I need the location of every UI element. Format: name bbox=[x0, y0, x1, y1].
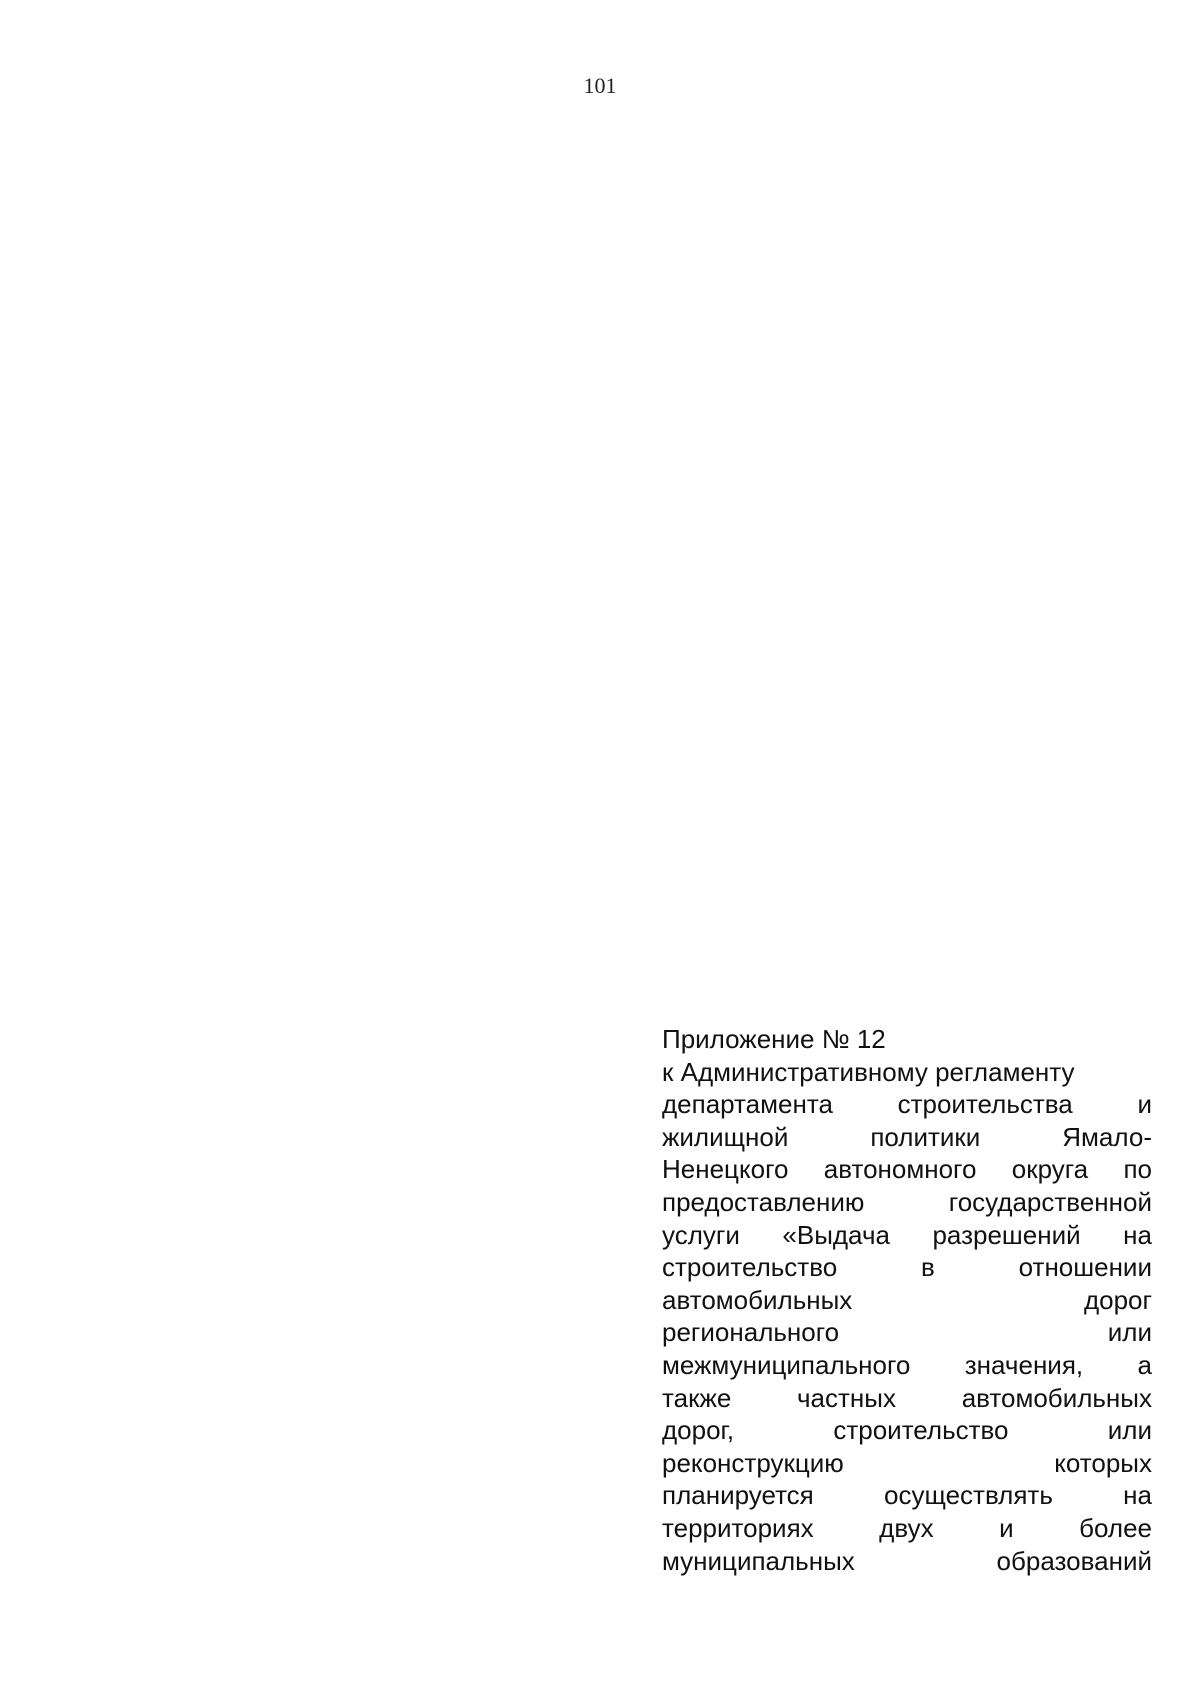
appendix-line bbox=[662, 1349, 1152, 1382]
appendix-word: межмуниципального bbox=[662, 1349, 911, 1380]
appendix-word: «Выдача bbox=[782, 1219, 890, 1250]
appendix-word: на bbox=[1123, 1480, 1152, 1511]
appendix-word: жилищной bbox=[662, 1121, 789, 1152]
appendix-word: департамента bbox=[662, 1089, 833, 1120]
appendix-word: автомобильных bbox=[662, 1284, 853, 1315]
appendix-word: дорог bbox=[1083, 1284, 1152, 1315]
appendix-word: услуги bbox=[662, 1219, 740, 1250]
appendix-word: или bbox=[1107, 1317, 1152, 1348]
appendix-word: автомобильных bbox=[961, 1382, 1152, 1413]
appendix-word: более bbox=[1079, 1512, 1152, 1543]
appendix-word: или bbox=[1107, 1415, 1152, 1446]
appendix-line bbox=[662, 1545, 1152, 1578]
appendix-line bbox=[662, 1284, 1152, 1317]
appendix-line bbox=[662, 1479, 1152, 1512]
appendix-line bbox=[662, 1121, 1152, 1154]
appendix-word: территориях bbox=[662, 1512, 814, 1543]
appendix-word: по bbox=[1123, 1154, 1152, 1185]
appendix-line bbox=[662, 1153, 1152, 1186]
appendix-word: двух bbox=[879, 1512, 934, 1543]
appendix-word: Приложение № 12 bbox=[662, 1024, 886, 1054]
appendix-word: округа bbox=[1011, 1154, 1089, 1185]
appendix-line bbox=[662, 1056, 1152, 1089]
appendix-word: осуществлять bbox=[884, 1480, 1053, 1511]
appendix-line bbox=[662, 1382, 1152, 1415]
appendix-word: разрешений bbox=[932, 1219, 1081, 1250]
appendix-line bbox=[662, 1414, 1152, 1447]
appendix-line bbox=[662, 1251, 1152, 1284]
appendix-word: государственной bbox=[948, 1186, 1152, 1217]
appendix-line bbox=[662, 1088, 1152, 1121]
appendix-line bbox=[662, 1316, 1152, 1349]
appendix-word: предоставлению bbox=[662, 1186, 865, 1217]
page-number: 101 bbox=[583, 73, 617, 98]
appendix-line bbox=[662, 1023, 1152, 1056]
appendix-word: значения, bbox=[964, 1349, 1084, 1380]
appendix-word: и bbox=[999, 1512, 1014, 1543]
appendix-word: регионального bbox=[662, 1317, 840, 1348]
appendix-word: на bbox=[1123, 1219, 1152, 1250]
appendix-word: образований bbox=[996, 1545, 1152, 1576]
appendix-line bbox=[662, 1219, 1152, 1252]
appendix-word: строительства bbox=[897, 1089, 1073, 1120]
appendix-word: отношении bbox=[1018, 1252, 1152, 1283]
appendix-word: Ямало- bbox=[1062, 1121, 1152, 1152]
appendix-word: политики bbox=[870, 1121, 981, 1152]
appendix-word: которых bbox=[1054, 1447, 1152, 1478]
appendix-line bbox=[662, 1447, 1152, 1480]
appendix-word: автономного bbox=[823, 1154, 977, 1185]
appendix-word: реконструкцию bbox=[662, 1447, 844, 1478]
appendix-line bbox=[662, 1512, 1152, 1545]
appendix-line bbox=[662, 1186, 1152, 1219]
appendix-word: Ненецкого bbox=[662, 1154, 789, 1185]
appendix-word: дорог, bbox=[662, 1415, 735, 1446]
appendix-word: муниципальных bbox=[662, 1545, 855, 1576]
appendix-word: также bbox=[662, 1382, 732, 1413]
appendix-word: планируется bbox=[662, 1480, 814, 1511]
appendix-word: в bbox=[921, 1252, 935, 1283]
appendix-word: а bbox=[1137, 1349, 1152, 1380]
appendix-word: к Административному регламенту bbox=[662, 1056, 1075, 1087]
appendix-word: частных bbox=[797, 1382, 896, 1413]
appendix-word: строительство bbox=[662, 1252, 838, 1283]
appendix-word: и bbox=[1137, 1089, 1152, 1120]
appendix-word: строительство bbox=[833, 1415, 1009, 1446]
appendix-header-block bbox=[662, 1023, 1152, 1577]
